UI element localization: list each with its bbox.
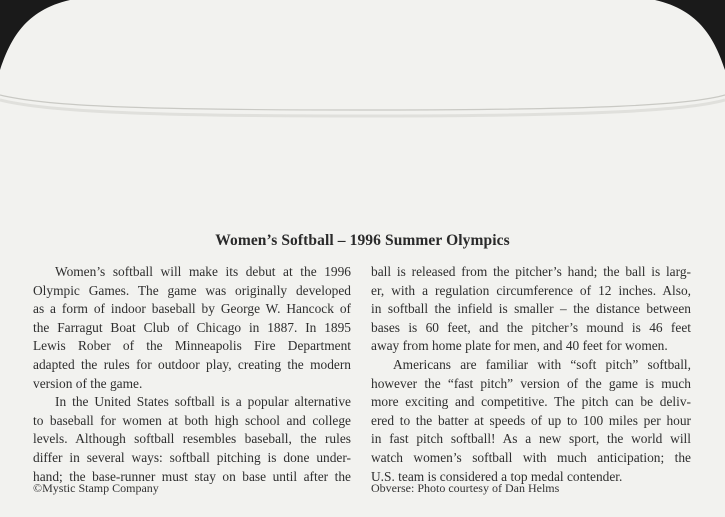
text-line: to baseball for women at both high school and college xyxy=(33,412,351,428)
text-line: In the United States softball is a popular alternative xyxy=(55,394,351,410)
document-title: Women’s Softball – 1996 Summer Olympics xyxy=(215,232,510,249)
photo-credit: Obverse: Photo courtesy of Dan Helms xyxy=(371,481,560,495)
copyright-text: ©Mystic Stamp Company xyxy=(33,481,159,495)
text-line: more exciting and competitive. The pitch can be deliv- xyxy=(371,394,691,410)
paragraph-3 xyxy=(371,356,691,486)
text-line: ered to the batter at speeds of up to 100 miles per hour xyxy=(371,412,691,428)
paragraph-2 xyxy=(33,393,351,486)
right-column xyxy=(371,263,691,486)
text-line: Olympic Games. The game was originally developed xyxy=(33,282,351,298)
paragraph-2-continued xyxy=(371,263,691,356)
text-line: watch women’s softball with much anticipation; the xyxy=(371,449,691,465)
text-line: the Farragut Boat Club of Chicago in 1887. In 1895 xyxy=(33,319,351,335)
text-line: bases is 60 feet, and the pitcher’s mound is 46 feet xyxy=(371,319,691,335)
text-line: away from home plate for men, and 40 feet for women. xyxy=(371,338,668,354)
text-line: ball is released from the pitcher’s hand; the ball is larg- xyxy=(371,264,691,279)
text-line: levels. Although softball resembles baseball, the rules xyxy=(33,431,351,447)
text-line: in softball the infield is smaller – the distance between xyxy=(371,301,691,317)
paragraph-1 xyxy=(33,263,351,393)
text-line: in fast pitch softball! As a new sport, the world will xyxy=(371,431,691,447)
text-line: adapted the rules for outdoor play, creating the modern xyxy=(33,356,351,372)
text-line: as a form of indoor baseball by George W. Hancock of xyxy=(33,301,351,317)
text-line: differ in several ways: softball pitching is done under- xyxy=(33,449,351,465)
text-line: Americans are familiar with “soft pitch” softball, xyxy=(393,356,691,372)
text-line: Lewis Rober of the Minneapolis Fire Department xyxy=(33,338,351,354)
text-line: U.S. team is considered a top medal contender. xyxy=(371,468,623,484)
left-column xyxy=(33,263,351,486)
text-line: er, with a regulation circumference of 12 inches. Also, xyxy=(371,282,691,298)
text-line: hand; the base-runner must stay on base until after the xyxy=(33,468,351,484)
text-line: Women’s softball will make its debut at the 1996 xyxy=(55,264,351,279)
text-line: however the “fast pitch” version of the game is much xyxy=(371,375,691,391)
text-line: version of the game. xyxy=(33,375,143,391)
envelope-flap xyxy=(0,0,725,140)
